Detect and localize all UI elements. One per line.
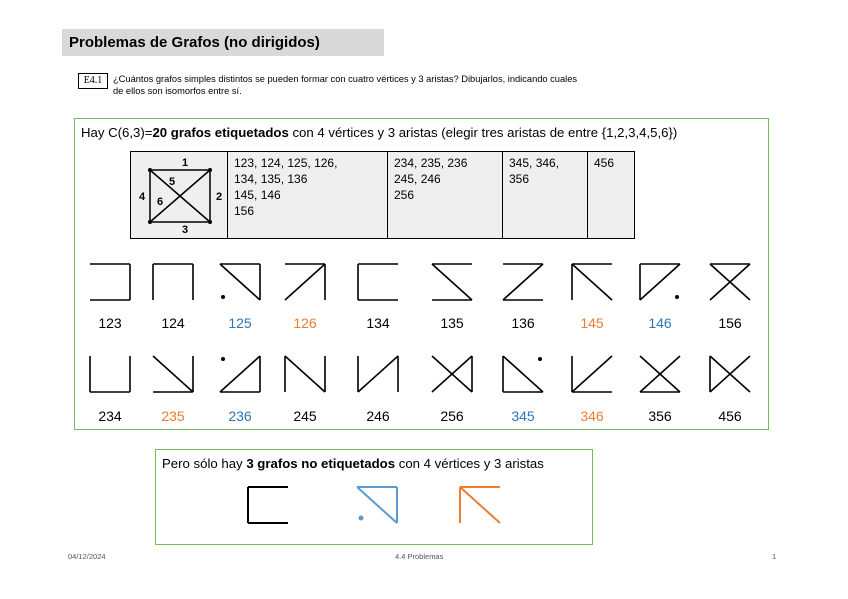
graph-label: 146 [648, 315, 672, 331]
graph-label: 234 [98, 408, 122, 424]
graph-234 [86, 352, 134, 396]
edge-label-2: 2 [216, 191, 223, 203]
edge-label-4: 4 [139, 191, 146, 203]
title-bar [62, 29, 384, 56]
exercise-line-2: de ellos son isomorfos entre sí. [113, 86, 242, 96]
graph-126 [281, 260, 329, 304]
exercise-badge: E4.1 [78, 73, 108, 89]
graph-345 [499, 352, 547, 396]
isolated-vertex [221, 295, 225, 299]
graph-235 [149, 352, 197, 396]
footer-date: 04/12/2024 [68, 552, 106, 561]
isolated-vertex [675, 295, 679, 299]
graph-label: 346 [580, 408, 604, 424]
isolated-vertex [221, 357, 225, 361]
graph-236 [216, 352, 264, 396]
graph-label: 456 [718, 408, 742, 424]
combo-col-2: 234, 235, 236 245, 246 256 [388, 152, 503, 239]
unlabeled-graphs-heading: Pero sólo hay 3 grafos no etiquetados con 4 vértices y 3 aristas [162, 456, 544, 471]
graph-356 [636, 352, 684, 396]
exercise-line-1: ¿Cuántos grafos simples distintos se pueden formar con cuatro vértices y 3 aristas? Dibujarlos, indicando cuales [113, 74, 578, 84]
unlabeled-graph-path3 [248, 487, 288, 523]
graph-156 [706, 260, 754, 304]
unlabeled-isolated-vertex [359, 516, 364, 521]
graph-edge-5 [572, 264, 612, 300]
graph-123 [86, 260, 134, 304]
graph-label: 256 [440, 408, 464, 424]
graph-label: 124 [161, 315, 185, 331]
graph-456 [706, 352, 754, 396]
graph-134 [354, 260, 402, 304]
unlabeled-graphs-svg [240, 482, 520, 532]
graph-145 [568, 260, 616, 304]
graph-edge-5 [285, 356, 325, 392]
edge-label-6: 6 [157, 196, 164, 208]
isolated-vertex [538, 357, 542, 361]
graph-346 [568, 352, 616, 396]
footer-page: 1 [772, 552, 777, 561]
graph-label: 134 [366, 315, 390, 331]
graph-edge-6 [220, 356, 260, 392]
graph-146 [636, 260, 684, 304]
graph-edge-6 [572, 356, 612, 392]
exercise-statement [113, 73, 693, 97]
graph-edge-6 [285, 264, 325, 300]
graph-label: 245 [293, 408, 317, 424]
k4-edge-diagram [131, 152, 228, 239]
edge-combination-table [130, 151, 635, 239]
graph-125 [216, 260, 264, 304]
graph-label: 345 [511, 408, 535, 424]
graph-256 [428, 352, 476, 396]
graph-136 [499, 260, 547, 304]
graph-edge-6 [640, 264, 680, 300]
graph-label: 356 [648, 408, 672, 424]
edge-label-5: 5 [169, 176, 176, 188]
edge-label-3: 3 [182, 224, 189, 234]
graph-label: 235 [161, 408, 185, 424]
graph-edge-6 [503, 264, 543, 300]
graph-124 [149, 260, 197, 304]
graph-label: 236 [228, 408, 252, 424]
combo-col-3: 345, 346, 356 [503, 152, 588, 239]
labeled-graphs-heading: Hay C(6,3)=20 grafos etiquetados con 4 vértices y 3 aristas (elegir tres aristas de entre {1,2,3,4,5,6}) [81, 125, 678, 140]
graph-edge-5 [220, 264, 260, 300]
graph-label: 135 [440, 315, 464, 331]
graph-label: 136 [511, 315, 535, 331]
combo-col-4: 456 [588, 152, 635, 239]
graph-label: 126 [293, 315, 317, 331]
graph-label: 246 [366, 408, 390, 424]
graph-label: 156 [718, 315, 742, 331]
footer-center: 4.4 Problemas [395, 552, 444, 561]
graph-edge-6 [358, 356, 398, 392]
graph-edge-5 [432, 264, 472, 300]
graph-label: 123 [98, 315, 122, 331]
k4-diagram-svg [131, 152, 227, 234]
graph-246 [354, 352, 402, 396]
graph-edge-5 [503, 356, 543, 392]
graph-135 [428, 260, 476, 304]
unlabeled-graph-star [460, 487, 500, 523]
graph-edge-5 [153, 356, 193, 392]
graph-245 [281, 352, 329, 396]
graph-label: 125 [228, 315, 252, 331]
page-title: Problemas de Grafos (no dirigidos) [69, 34, 320, 51]
graph-label: 145 [580, 315, 604, 331]
combo-col-1: 123, 124, 125, 126, 134, 135, 136 145, 146 156 [228, 152, 388, 239]
edge-label-1: 1 [182, 157, 189, 169]
